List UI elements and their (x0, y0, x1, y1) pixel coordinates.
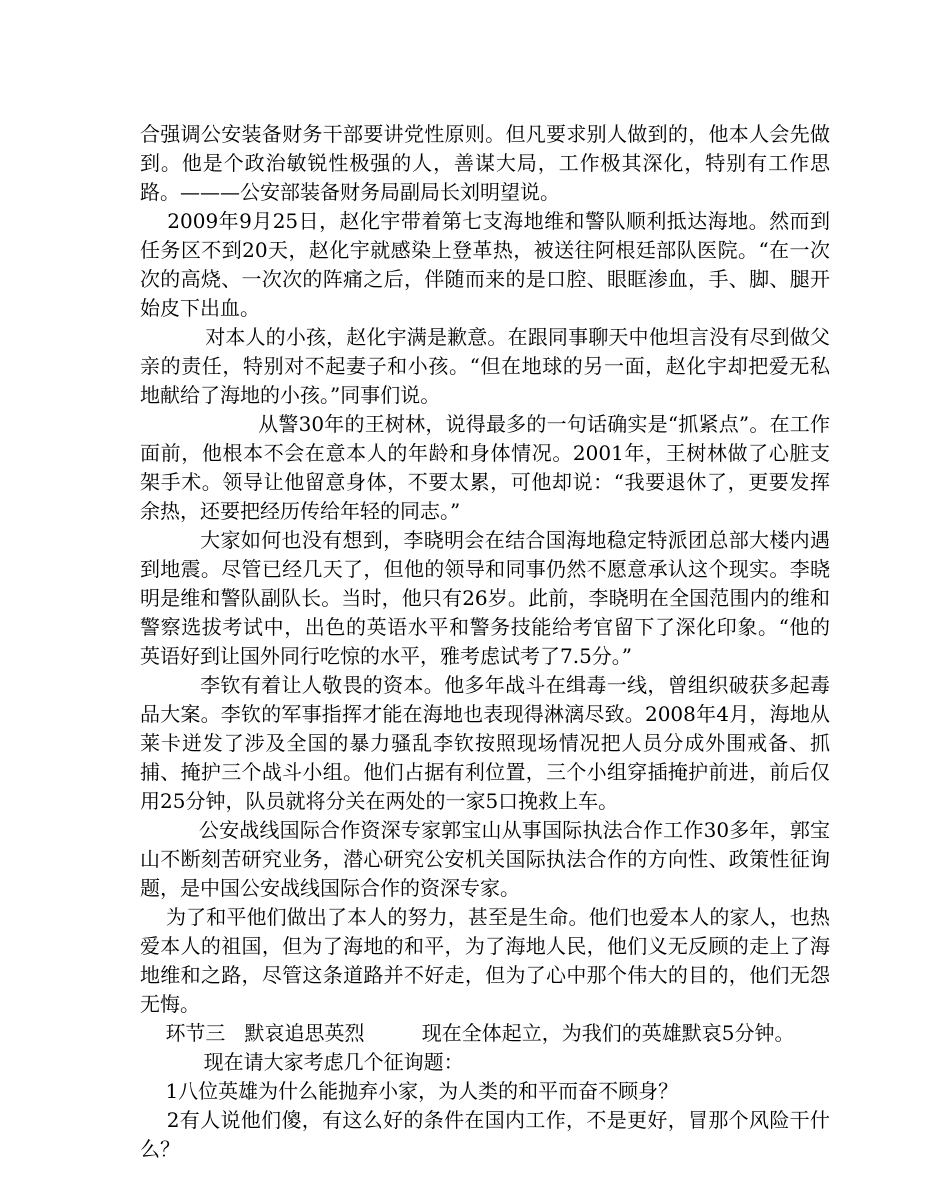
paragraph-6: 李钦有着让人敬畏的资本。他多年战斗在缉毒一线，曾组织破获多起毒品大案。李钦的军事指挥才能在海地也表现得淋漓尽致。2008年4月，海地从莱卡迸发了涉及全国的暴力骚乱李钦按照现场情况把人员分成外围戒备、抓捕、掩护三个战斗小组。他们占据有利位置，三个小组穿插掩护前进，前后仅用25分钟，队员就将分关在两处的一家5口挽救上车。 (140, 673, 831, 813)
paragraph-10: 现在请大家考虑几个征询题： (140, 1050, 464, 1074)
document-page (140, 120, 830, 1164)
paragraph-8: 为了和平他们做出了本人的努力，甚至是生命。他们也爱本人的家人，也热爱本人的祖国，但为了海地的和平，为了海地人民，他们义无反顾的走上了海地维和之路，尽管这条道路并不好走，但为了心中那个伟大的目的，他们无怨无悔。 (140, 905, 830, 1016)
paragraph-2: 2009年9月25日，赵化宇带着第七支海地维和警队顺利抵达海地。然而到任务区不到20天，赵化宇就感染上登革热，被送往阿根廷部队医院。“在一次次的高烧、一次次的阵痛之后，伴随而来的是口腔、眼眶渗血，手、脚、腿开始皮下出血。 (140, 209, 831, 320)
paragraph-4: 从警30年的王树林，说得最多的一句话确实是“抓紧点”。在工作面前，他根本不会在意本人的年龄和身体情况。2001年，王树林做了心脏支架手术。领导让他留意身体，不要太累，可他却说：“我要退休了，更要发挥余热，还要把经历传给年轻的同志。” (140, 412, 830, 523)
paragraph-11: 1八位英雄为什么能抛弃小家，为人类的和平而奋不顾身？ (140, 1079, 679, 1103)
paragraph-9: 环节三 默哀追思英烈 现在全体起立，为我们的英雄默哀5分钟。 (140, 1021, 795, 1045)
paragraph-12: 2有人说他们傻，有这么好的条件在国内工作，不是更好，冒那个风险干什么？ (140, 1108, 830, 1161)
paragraph-7: 公安战线国际合作资深专家郭宝山从事国际执法合作工作30多年，郭宝山不断刻苦研究业务，潜心研究公安机关国际执法合作的方向性、政策性征询题，是中国公安战线国际合作的资深专家。 (140, 818, 831, 900)
paragraph-1: 合强调公安装备财务干部要讲党性原则。但凡要求别人做到的，他本人会先做到。他是个政治敏锐性极强的人，善谋大局，工作极其深化，特别有工作思路。———公安部装备财务局副局长刘明望说。 (140, 122, 830, 204)
paragraph-3: 对本人的小孩，赵化宇满是歉意。在跟同事聊天中他坦言没有尽到做父亲的责任，特别对不起妻子和小孩。“但在地球的另一面，赵化宇却把爱无私地献给了海地的小孩。”同事们说。 (140, 325, 831, 407)
paragraph-5: 大家如何也没有想到，李晓明会在结合国海地稳定特派团总部大楼内遇到地震。尽管已经几天了，但他的领导和同事仍然不愿意承认这个现实。李晓明是维和警队副队长。当时，他只有26岁。此前，李晓明在全国范围内的维和警察选拔考试中，出色的英语水平和警务技能给考官留下了深化印象。“他的英语好到让国外同行吃惊的水平，雅考虑试考了7.5分。” (140, 528, 831, 668)
